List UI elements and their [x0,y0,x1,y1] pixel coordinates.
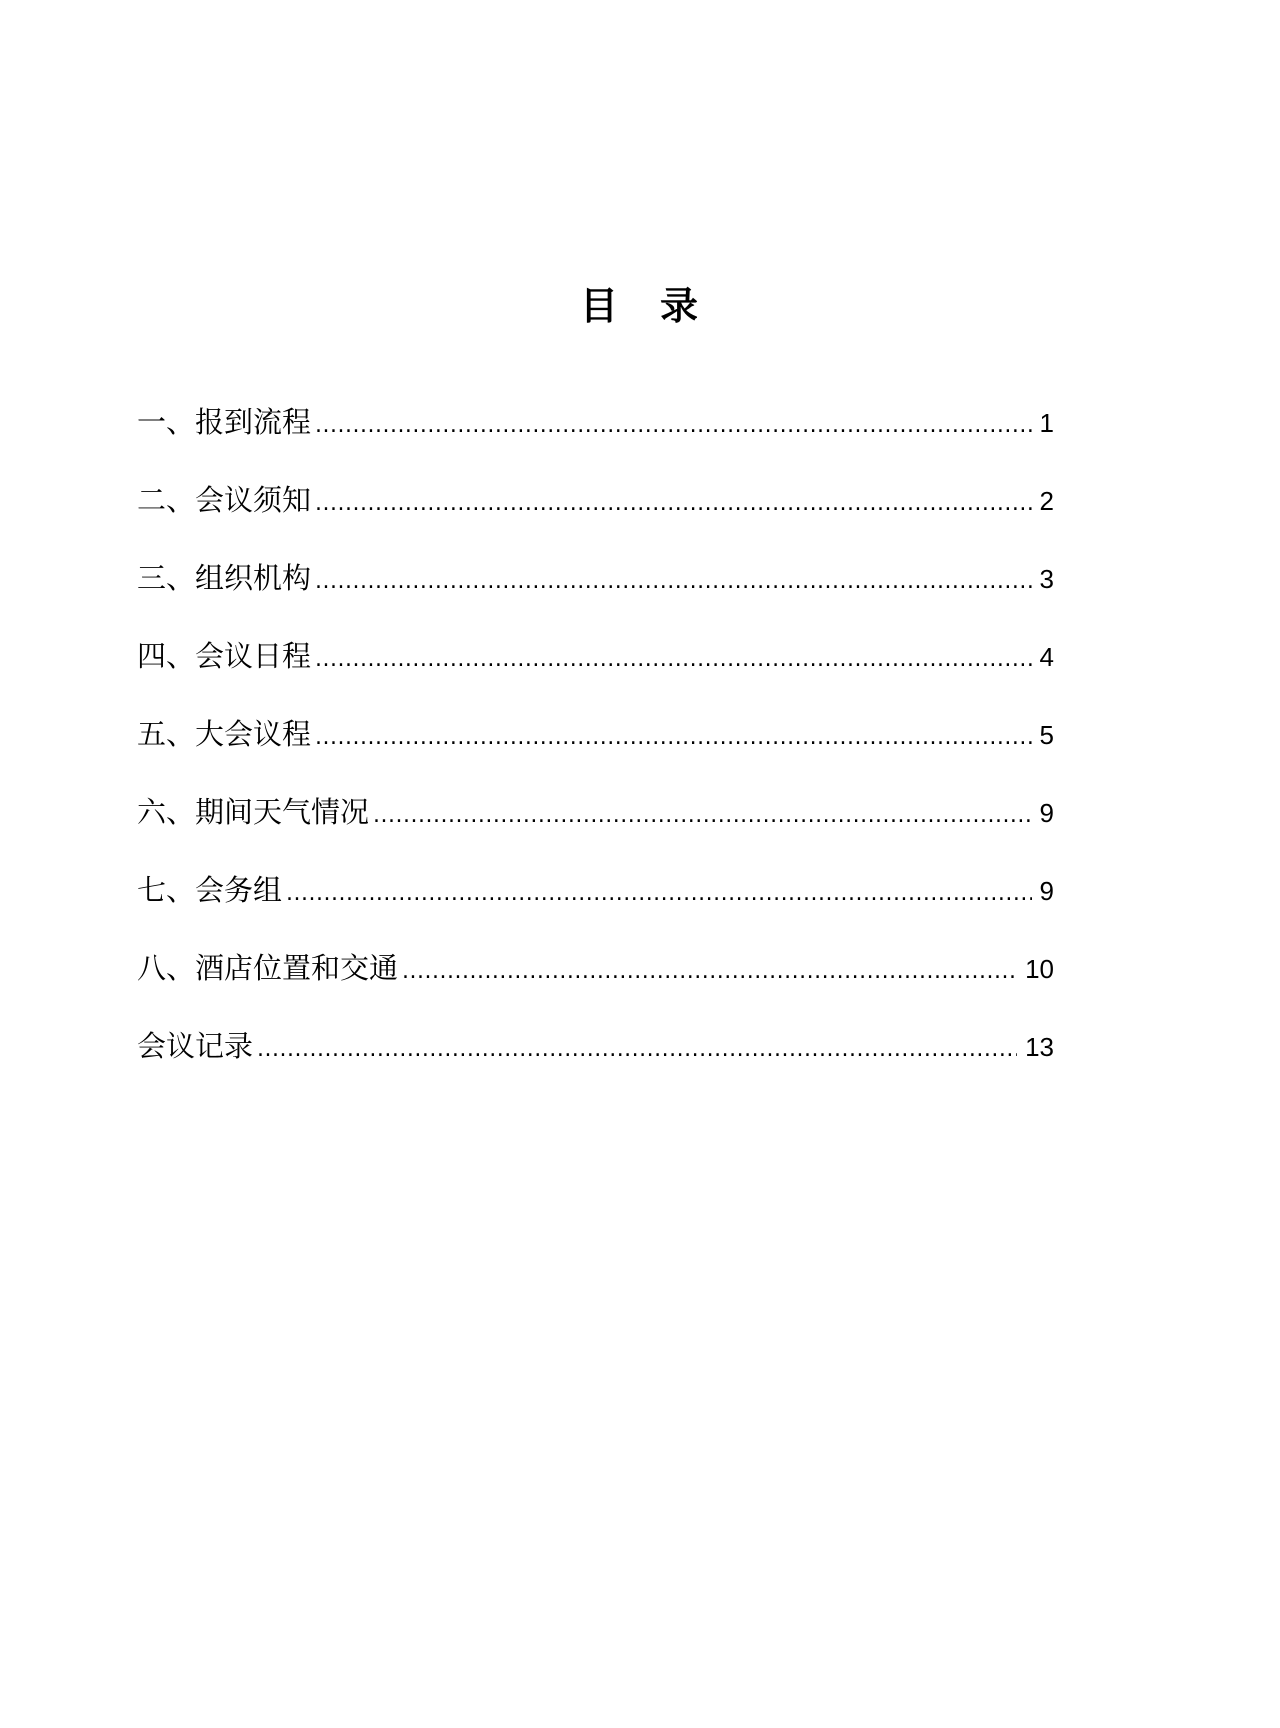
toc-entry-label: 一、报到流程 [137,405,312,439]
toc-entry-page: 10 [1025,954,1054,984]
toc-entry-page: 9 [1039,876,1054,906]
toc-entry-label: 四、会议日程 [137,639,312,673]
toc-leader [315,486,1032,522]
toc-entry-label: 七、会务组 [137,873,283,907]
toc-entry[interactable] [137,560,1054,638]
title-char-1: 目 [579,284,620,329]
toc-entry[interactable] [137,404,1054,482]
toc-entry-label: 二、会议须知 [137,483,312,517]
toc-entry-page: 13 [1025,1032,1054,1062]
toc-entry-page: 5 [1039,720,1054,750]
toc-entry-label: 八、酒店位置和交通 [137,951,399,985]
toc-entry-label: 五、大会议程 [137,717,312,751]
toc-leader [373,798,1032,834]
toc-leader [315,564,1032,600]
toc-entry-label: 会议记录 [137,1029,254,1063]
toc-leader [257,1032,1017,1068]
toc-entry[interactable] [137,638,1054,716]
toc-entry-page: 4 [1039,642,1054,672]
table-of-contents [137,404,1054,1106]
toc-entry-page: 1 [1039,408,1054,438]
toc-leader [315,642,1032,678]
toc-entry[interactable] [137,950,1054,1028]
title-char-2: 录 [660,284,701,329]
toc-entry-page: 9 [1039,798,1054,828]
toc-entry-page: 3 [1039,564,1054,594]
toc-entry[interactable] [137,482,1054,560]
toc-entry-label: 六、期间天气情况 [137,795,370,829]
toc-entry-page: 2 [1039,486,1054,516]
toc-leader [286,876,1032,912]
toc-entry[interactable] [137,1028,1054,1106]
toc-leader [315,408,1032,444]
toc-entry[interactable] [137,716,1054,794]
toc-entry[interactable] [137,794,1054,872]
toc-entry[interactable] [137,872,1054,950]
toc-leader [315,720,1032,756]
toc-entry-label: 三、组织机构 [137,561,312,595]
page-title [0,284,1280,329]
toc-leader [402,954,1017,990]
